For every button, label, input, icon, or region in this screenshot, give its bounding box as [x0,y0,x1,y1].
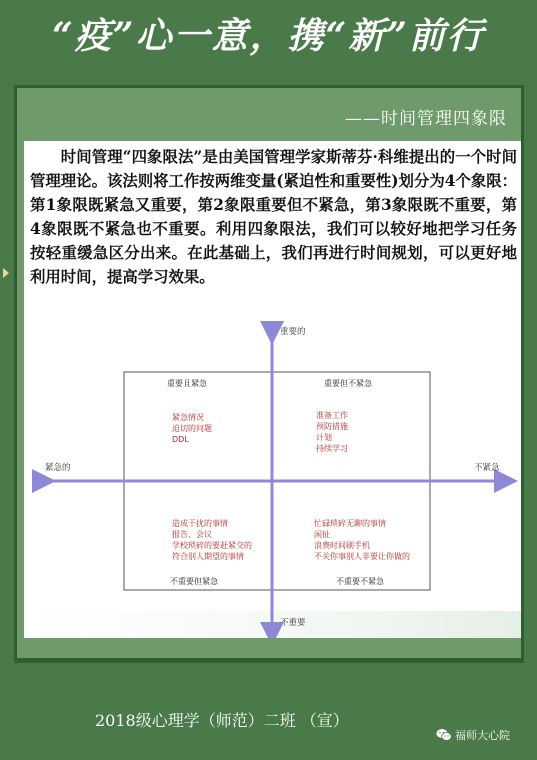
section-subtitle: ——时间管理四象限 [345,109,507,129]
quadrant-item: 学校琐碎的要赶紧交的 [172,541,252,550]
axis-label-urgent: 紧急的 [45,463,71,473]
class-credit: 2018级心理学（师范）二班 （宣） [95,711,349,730]
quadrant-item: DDL [172,435,189,444]
quadrant-item: 计划 [316,433,332,442]
quadrant-item: 闲扯 [314,530,330,539]
quadrant-item: 预防措施 [316,422,348,431]
quadrant-item: 浪费时间刷手机 [314,541,370,550]
quadrant-item: 造成干扰的事情 [172,519,228,528]
quadrant-title-important-urgent: 重要且紧急 [167,379,207,388]
wechat-icon [436,728,452,742]
quadrant-item: 符合别人期望的事情 [172,552,244,561]
intro-paragraph: 时间管理“四象限法”是由美国管理学家斯蒂芬·科维提出的一个时间管理理论。该法则将工作按两维变量(紧迫性和重要性)划分为4个象限：第1象限既紧急又重要，第2象限重要但不紧急，第3象限既不重要，第4象限既不紧急也不重要。利用四象限法，我们可以较好地把学习任务按轻重缓急区分出来。在此基础上，我们再进行时间规划，可以更好地利用时间，提高学习效果。 [30,148,517,286]
quadrant-item: 报告、会议 [172,530,212,539]
quadrant-item: 准备工作 [316,411,348,420]
quadrant-item: 紧急情况 [172,413,204,422]
quadrant-item: 持续学习 [316,444,348,453]
side-marker [3,268,9,278]
quadrant-item: 忙碌琐碎无聊的事情 [314,519,386,528]
axis-label-not-important: 不重要 [280,618,306,628]
page-title: “疫”心一意，携“新”前行 [52,15,485,57]
quadrant-item: 迫切的问题 [172,424,212,433]
quadrant-title-not-important-not-urgent: 不重要不紧急 [336,577,384,586]
quadrant-item: 不关你事别人非要让你做的 [314,552,410,561]
axis-label-not-urgent: 不紧急 [474,463,500,473]
quadrant-title-not-important-urgent: 不重要但紧急 [170,577,218,586]
brand-name: 福师大心院 [455,729,510,742]
brand-mark [436,727,510,743]
axis-label-important: 重要的 [280,327,306,337]
quadrant-diagram [24,141,521,638]
quadrant-title-important-not-urgent: 重要但不紧急 [324,379,372,388]
content-card [24,141,521,638]
